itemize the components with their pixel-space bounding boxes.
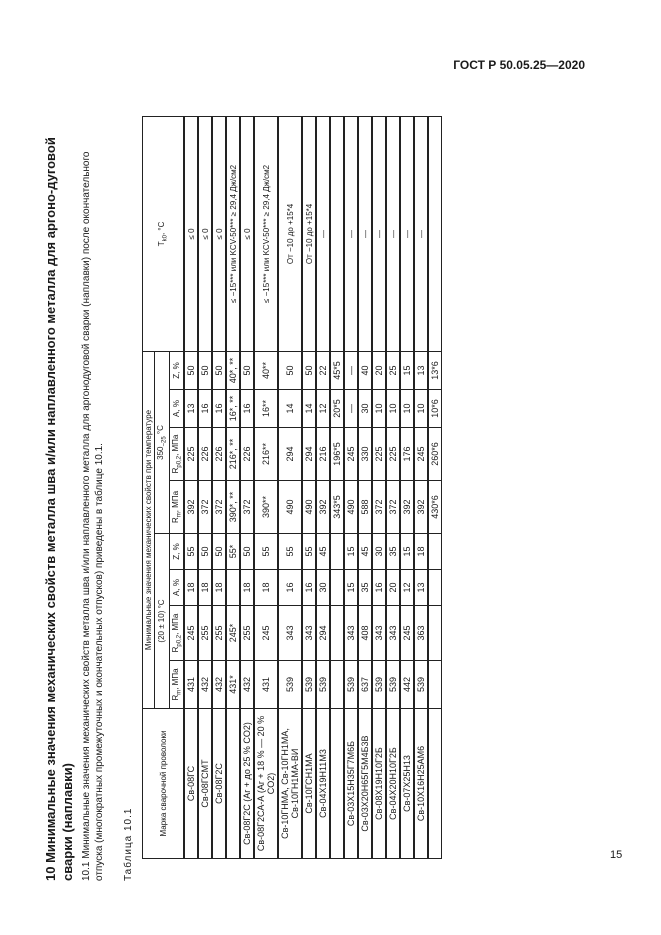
table-row: [386, 116, 400, 858]
value-cell: 16: [278, 570, 302, 606]
header-rp: $R_{p0,2}$, МПа: [169, 606, 184, 661]
value-cell: 30: [372, 534, 386, 570]
value-cell: 392: [400, 481, 414, 534]
value-cell: 12: [400, 570, 414, 606]
value-cell: ≤ 0: [198, 116, 212, 351]
value-cell: [330, 661, 344, 709]
value-cell: ≤ −15*** или KCV-50*** ≥ 29,4 Дж/см2: [226, 116, 240, 351]
value-cell: [330, 116, 344, 351]
section-title: 10 Минимальные значения механических свойств металла шва и/или наплавленного металла для аргоно-дуговой сварки (наплавки): [43, 137, 75, 881]
value-cell: 55: [302, 534, 316, 570]
value-cell: 50: [302, 351, 316, 389]
value-cell: 294: [316, 606, 330, 661]
value-cell: 216**: [254, 428, 278, 481]
value-cell: 343: [302, 606, 316, 661]
value-cell: 55*: [226, 534, 240, 570]
header-rm: $R_m$, МПа: [169, 661, 184, 709]
value-cell: 18: [414, 534, 428, 570]
header-z: Z, %: [169, 534, 184, 570]
value-cell: 16: [240, 390, 254, 428]
value-cell: 392: [316, 481, 330, 534]
value-cell: 539: [386, 661, 400, 709]
value-cell: 15: [400, 534, 414, 570]
grade-cell: Св-08Г2С: [212, 709, 226, 859]
header-tk: $T_{k0}$, °С: [143, 116, 185, 351]
value-cell: 245: [400, 606, 414, 661]
table-row: [316, 116, 330, 858]
value-cell: 363: [414, 606, 428, 661]
value-cell: 35: [386, 534, 400, 570]
value-cell: 392: [184, 481, 198, 534]
value-cell: 330: [358, 428, 372, 481]
grade-cell: Св-07Х25Н13: [400, 709, 414, 859]
table-caption: Таблица 10.1: [123, 807, 134, 881]
value-cell: 343: [278, 606, 302, 661]
value-cell: 245: [254, 606, 278, 661]
value-cell: 372: [212, 481, 226, 534]
grade-cell: [226, 709, 240, 859]
grade-cell: Св-04Х19Н11М3: [316, 709, 330, 859]
value-cell: —: [400, 116, 414, 351]
grade-cell: Св-08ГС: [184, 709, 198, 859]
value-cell: 260*6: [428, 428, 442, 481]
grade-cell: Св-08ГСМТ: [198, 709, 212, 859]
value-cell: 372: [386, 481, 400, 534]
table-row: [254, 116, 278, 858]
value-cell: [428, 116, 442, 351]
value-cell: 18: [240, 570, 254, 606]
value-cell: 225: [386, 428, 400, 481]
value-cell: 294: [278, 428, 302, 481]
grade-cell: Св-08Г2С (Ar + до 25 % CO2): [240, 709, 254, 859]
value-cell: 343: [372, 606, 386, 661]
value-cell: 13: [414, 570, 428, 606]
value-cell: 30: [316, 570, 330, 606]
value-cell: [330, 534, 344, 570]
value-cell: 216: [316, 428, 330, 481]
value-cell: 10: [400, 390, 414, 428]
table-row: [226, 116, 240, 858]
table-row: [414, 116, 428, 858]
value-cell: 442: [400, 661, 414, 709]
value-cell: 431: [184, 661, 198, 709]
value-cell: 13: [414, 351, 428, 389]
value-cell: 390*, **: [226, 481, 240, 534]
value-cell: 12: [316, 390, 330, 428]
value-cell: 40*, **: [226, 351, 240, 389]
value-cell: 226: [240, 428, 254, 481]
value-cell: 216*, **: [226, 428, 240, 481]
value-cell: 432: [212, 661, 226, 709]
table-row: [302, 116, 316, 858]
value-cell: 13: [184, 390, 198, 428]
value-cell: 490: [278, 481, 302, 534]
header-a-350: A, %: [169, 390, 184, 428]
table-row: [400, 116, 414, 858]
value-cell: 539: [278, 661, 302, 709]
value-cell: 225: [372, 428, 386, 481]
table-row: [184, 116, 198, 858]
value-cell: 55: [278, 534, 302, 570]
value-cell: 490: [344, 481, 358, 534]
value-cell: 10*6: [428, 390, 442, 428]
table-row: [428, 116, 442, 858]
value-cell: 372: [240, 481, 254, 534]
value-cell: 245*: [226, 606, 240, 661]
value-cell: 176: [400, 428, 414, 481]
grade-cell: Св-10Х16Н25АМ6: [414, 709, 428, 859]
value-cell: 588: [358, 481, 372, 534]
grade-cell: Св-04Х20Н10Г2Б: [386, 709, 400, 859]
value-cell: 226: [212, 428, 226, 481]
value-cell: 343: [386, 606, 400, 661]
value-cell: 245: [414, 428, 428, 481]
value-cell: 372: [372, 481, 386, 534]
table-row: [198, 116, 212, 858]
value-cell: 245: [184, 606, 198, 661]
value-cell: 539: [344, 661, 358, 709]
value-cell: 16: [302, 570, 316, 606]
value-cell: [428, 606, 442, 661]
value-cell: 15: [344, 534, 358, 570]
value-cell: 18: [184, 570, 198, 606]
value-cell: ≤ 0: [184, 116, 198, 351]
value-cell: 432: [198, 661, 212, 709]
header-rp-350: $R_{p0,2}$, МПа: [169, 428, 184, 481]
value-cell: 430*6: [428, 481, 442, 534]
value-cell: 20: [372, 351, 386, 389]
value-cell: —: [344, 390, 358, 428]
value-cell: 16: [212, 390, 226, 428]
rotated-content: [40, 102, 640, 885]
value-cell: 25: [386, 351, 400, 389]
grade-cell: Св-03Х20Н65Г5М4Б3В: [358, 709, 372, 859]
value-cell: 539: [372, 661, 386, 709]
value-cell: [428, 661, 442, 709]
grade-cell: Св-10ГНМА, Св-10ГН1МА, Св-10ГН1МА-ВИ: [278, 709, 302, 859]
value-cell: 50: [212, 351, 226, 389]
value-cell: —: [386, 116, 400, 351]
header-z-350: Z, %: [169, 351, 184, 389]
value-cell: 432: [240, 661, 254, 709]
value-cell: 226: [198, 428, 212, 481]
value-cell: 50: [240, 351, 254, 389]
value-cell: [330, 570, 344, 606]
value-cell: 40: [358, 351, 372, 389]
value-cell: 18: [212, 570, 226, 606]
table-row: [212, 116, 226, 858]
value-cell: 55: [184, 534, 198, 570]
value-cell: 40**: [254, 351, 278, 389]
value-cell: ≤ 0: [240, 116, 254, 351]
header-grade: Марка сварочной проволоки: [143, 709, 185, 859]
page-number: 15: [610, 849, 623, 861]
value-cell: 16*, **: [226, 390, 240, 428]
grade-cell: [330, 709, 344, 859]
value-cell: 294: [302, 428, 316, 481]
section-paragraph: 10.1 Минимальные значения механических свойств металла шва и/или наплавленного металла для аргонодуговой сварки (наплавки) после окончательного отпуска (многократных промежуточных и окончательных отпусков) приведены в таблице 10.1.: [81, 151, 105, 881]
value-cell: 539: [316, 661, 330, 709]
table-row: [372, 116, 386, 858]
table-row: [240, 116, 254, 858]
value-cell: 15: [400, 351, 414, 389]
value-cell: От −10 до +15*4: [302, 116, 316, 351]
grade-cell: [428, 709, 442, 859]
value-cell: [428, 570, 442, 606]
value-cell: 16: [372, 570, 386, 606]
header-t20: (20 ± 10) °С: [155, 534, 170, 709]
value-cell: 408: [358, 606, 372, 661]
grade-cell: Св-08Х19Н10Г2Б: [372, 709, 386, 859]
value-cell: 14: [302, 390, 316, 428]
value-cell: 343: [344, 606, 358, 661]
standard-number: ГОСТ Р 50.05.25—2020: [453, 58, 585, 72]
value-cell: 22: [316, 351, 330, 389]
value-cell: 30: [358, 390, 372, 428]
value-cell: 14: [278, 390, 302, 428]
value-cell: 10: [386, 390, 400, 428]
value-cell: 45: [316, 534, 330, 570]
value-cell: 539: [302, 661, 316, 709]
value-cell: —: [372, 116, 386, 351]
value-cell: 50: [278, 351, 302, 389]
value-cell: 50: [198, 351, 212, 389]
value-cell: —: [344, 351, 358, 389]
value-cell: —: [344, 116, 358, 351]
value-cell: 20*5: [330, 390, 344, 428]
value-cell: 225: [184, 428, 198, 481]
value-cell: 50: [198, 534, 212, 570]
grade-cell: Св-10ГСН1МА: [302, 709, 316, 859]
value-cell: 16**: [254, 390, 278, 428]
grade-cell: Св-03Х15Н35Г7М6Б: [344, 709, 358, 859]
value-cell: 16: [198, 390, 212, 428]
value-cell: 431: [254, 661, 278, 709]
table-row: [358, 116, 372, 858]
value-cell: 245: [344, 428, 358, 481]
value-cell: 539: [414, 661, 428, 709]
value-cell: 50: [184, 351, 198, 389]
value-cell: 372: [198, 481, 212, 534]
value-cell: 431*: [226, 661, 240, 709]
table-row: [278, 116, 302, 858]
value-cell: ≤ −15*** или KCV-50*** ≥ 29,4 Дж/см2: [254, 116, 278, 351]
value-cell: 50: [212, 534, 226, 570]
value-cell: —: [358, 116, 372, 351]
value-cell: 45*5: [330, 351, 344, 389]
value-cell: 35: [358, 570, 372, 606]
value-cell: 343*5: [330, 481, 344, 534]
value-cell: 10: [372, 390, 386, 428]
value-cell: 392: [414, 481, 428, 534]
value-cell: 196*5: [330, 428, 344, 481]
header-group: Минимальные значения механических свойств при температуре: [143, 351, 155, 708]
value-cell: 15: [344, 570, 358, 606]
header-a: A, %: [169, 570, 184, 606]
value-cell: [428, 534, 442, 570]
value-cell: 255: [240, 606, 254, 661]
value-cell: 255: [212, 606, 226, 661]
value-cell: 390**: [254, 481, 278, 534]
table-row: [330, 116, 344, 858]
value-cell: 45: [358, 534, 372, 570]
value-cell: [330, 606, 344, 661]
value-cell: 490: [302, 481, 316, 534]
value-cell: 20: [386, 570, 400, 606]
grade-cell: Св-08Г2СА-А (Ar + 18 % — 20 % CO2): [254, 709, 278, 859]
value-cell: 637: [358, 661, 372, 709]
value-cell: 18: [198, 570, 212, 606]
value-cell: [226, 570, 240, 606]
value-cell: 13*6: [428, 351, 442, 389]
properties-table: [142, 116, 442, 859]
value-cell: —: [414, 116, 428, 351]
value-cell: 255: [198, 606, 212, 661]
value-cell: От −10 до +15*4: [278, 116, 302, 351]
header-row-1: [143, 116, 155, 858]
header-rm-350: $R_m$, МПа: [169, 481, 184, 534]
value-cell: 50: [240, 534, 254, 570]
table-row: [344, 116, 358, 858]
header-t350: $350_{-25}$ °С: [155, 351, 170, 533]
value-cell: 18: [254, 570, 278, 606]
value-cell: ≤ 0: [212, 116, 226, 351]
value-cell: 55: [254, 534, 278, 570]
value-cell: —: [316, 116, 330, 351]
value-cell: 10: [414, 390, 428, 428]
